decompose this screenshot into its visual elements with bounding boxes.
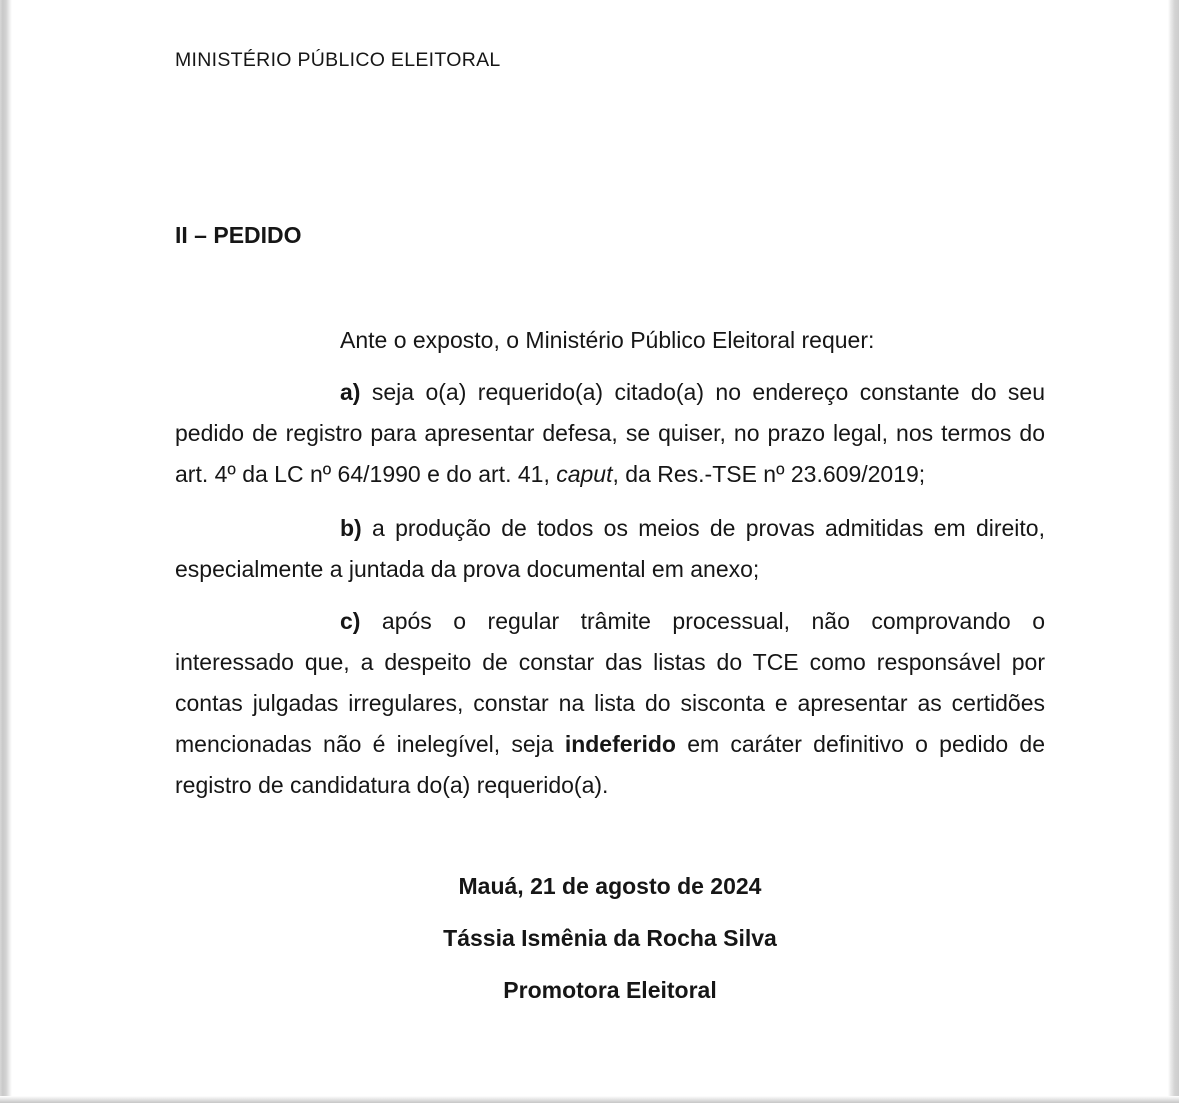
text-segment: c) [340, 608, 361, 634]
text-segment: pedido de registro para apresentar defesa, se quiser, no prazo legal, nos termos do [175, 420, 1045, 446]
document-header-title: MINISTÉRIO PÚBLICO ELEITORAL [175, 49, 501, 71]
text-segment: Ante o exposto, o Ministério Público Eleitoral requer: [340, 327, 875, 353]
paragraph-item-b [175, 508, 1045, 590]
text-line [175, 454, 1045, 495]
signature-name: Tássia Ismênia da Rocha Silva [443, 925, 777, 951]
text-segment: mencionadas não é inelegível, seja [175, 731, 565, 757]
text-segment: a produção de todos os meios de provas admitidas em direito, [361, 515, 1045, 541]
text-segment: seja o(a) requerido(a) citado(a) no endereço constante do seu [360, 379, 1045, 405]
text-line [175, 642, 1045, 683]
text-segment: após o regular trâmite processual, não comprovando o [360, 608, 1045, 634]
text-segment: especialmente a juntada da prova documental em anexo; [175, 556, 760, 582]
text-segment: interessado que, a despeito de constar das listas do TCE como responsável por [175, 649, 1045, 675]
text-segment: registro de candidatura do(a) requerido(a). [175, 772, 609, 798]
text-line [175, 724, 1045, 765]
text-line [175, 683, 1045, 724]
text-line [175, 320, 1045, 361]
section-heading: II – PEDIDO [175, 222, 302, 248]
text-line [175, 765, 1045, 806]
text-line [175, 549, 1045, 590]
text-line [175, 413, 1045, 454]
text-segment: , da Res.-TSE nº 23.609/2019; [612, 461, 926, 487]
paragraph-item-a [175, 372, 1045, 495]
text-segment: a) [340, 379, 361, 405]
paragraph-intro [175, 320, 1045, 361]
text-segment: contas julgadas irregulares, constar na lista do sisconta e apresentar as certidões [175, 690, 1045, 716]
signature-date-line: Mauá, 21 de agosto de 2024 [458, 873, 762, 899]
text-segment: art. 4º da LC nº 64/1990 e do art. 41, [175, 461, 557, 487]
text-segment: em caráter definitivo o pedido de [675, 731, 1046, 757]
text-segment: indeferido [564, 731, 676, 757]
text-segment: caput [556, 461, 613, 487]
document-content [175, 0, 1045, 1103]
text-line [175, 372, 1045, 413]
viewer-edge-left [0, 0, 12, 1103]
viewer-edge-right [1168, 0, 1179, 1103]
viewer-edge-bottom [0, 1096, 1179, 1103]
signature-role: Promotora Eleitoral [503, 977, 717, 1003]
paragraph-item-c [175, 601, 1045, 806]
text-segment: b) [340, 515, 362, 541]
text-line [175, 508, 1045, 549]
text-line [175, 601, 1045, 642]
